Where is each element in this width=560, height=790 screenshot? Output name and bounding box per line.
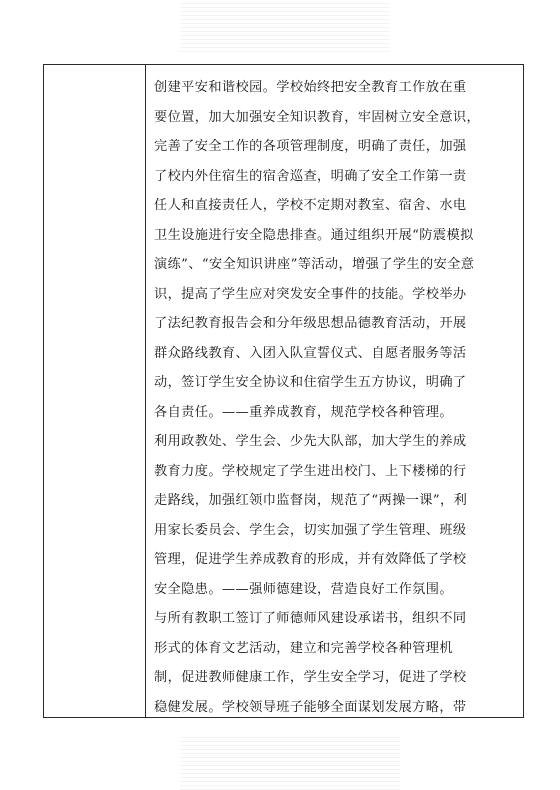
- text-line: 了校内外住宿生的宿舍巡查，明确了安全工作第一责: [154, 168, 467, 184]
- text-line: 了法纪教育报告会和分年级思想品德教育活动，开展: [154, 316, 467, 331]
- scan-artifact-top: [180, 0, 390, 52]
- text-line: 教育力度。学校规定了学生进出校门、上下楼梯的行: [154, 463, 467, 479]
- text-line: 安全隐患。——强师德建设，营造良好工作氛围。: [154, 581, 453, 597]
- text-line: 动，签订学生安全协议和住宿学生五方协议，明确了: [154, 375, 467, 390]
- text-line: 稳健发展。学校领导班子能够全面谋划发展方略，带: [154, 699, 467, 715]
- form-table: [43, 64, 524, 718]
- scan-artifact-bottom: [180, 734, 400, 790]
- text-line: 利用政教处、学生会、少先大队部，加大学生的养成: [154, 434, 467, 449]
- table-label-column: [44, 65, 146, 717]
- text-line: 用家长委员会、学生会，切实加强了学生管理、班级: [154, 522, 467, 538]
- table-content-cell: [146, 65, 523, 717]
- text-line: 群众路线教育、入团入队宣誓仪式、自愿者服务等活: [154, 345, 467, 361]
- text-line: 走路线，加强红领巾监督岗，规范了“两操一课”，利: [154, 493, 468, 508]
- text-line: 管理，促进学生养成教育的形成，并有效降低了学校: [154, 552, 467, 567]
- text-line: 形式的体育文艺活动，建立和完善学校各种管理机: [154, 640, 453, 656]
- text-line: 要位置，加大加强安全知识教育，牢固树立安全意识，: [154, 109, 481, 125]
- text-line: 制，促进教师健康工作，学生安全学习，促进了学校: [154, 670, 467, 685]
- text-line: 与所有教职工签订了师德师风建设承诺书，组织不同: [154, 611, 467, 626]
- text-line: 完善了安全工作的各项管理制度，明确了责任，加强: [154, 139, 467, 154]
- text-line: 创建平安和谐校园。学校始终把安全教育工作放在重: [154, 80, 467, 95]
- text-line: 识，提高了学生应对突发安全事件的技能。学校举办: [154, 286, 467, 302]
- text-line: 演练”、“安全知识讲座”等活动，增强了学生的安全意: [154, 257, 475, 272]
- text-line: 任人和直接责任人，学校不定期对教室、宿舍、水电: [154, 198, 467, 213]
- text-line: 卫生设施进行安全隐患排查。通过组织开展“防震模拟: [154, 227, 474, 243]
- text-line: 各自责任。——重养成教育，规范学校各种管理。: [154, 404, 453, 420]
